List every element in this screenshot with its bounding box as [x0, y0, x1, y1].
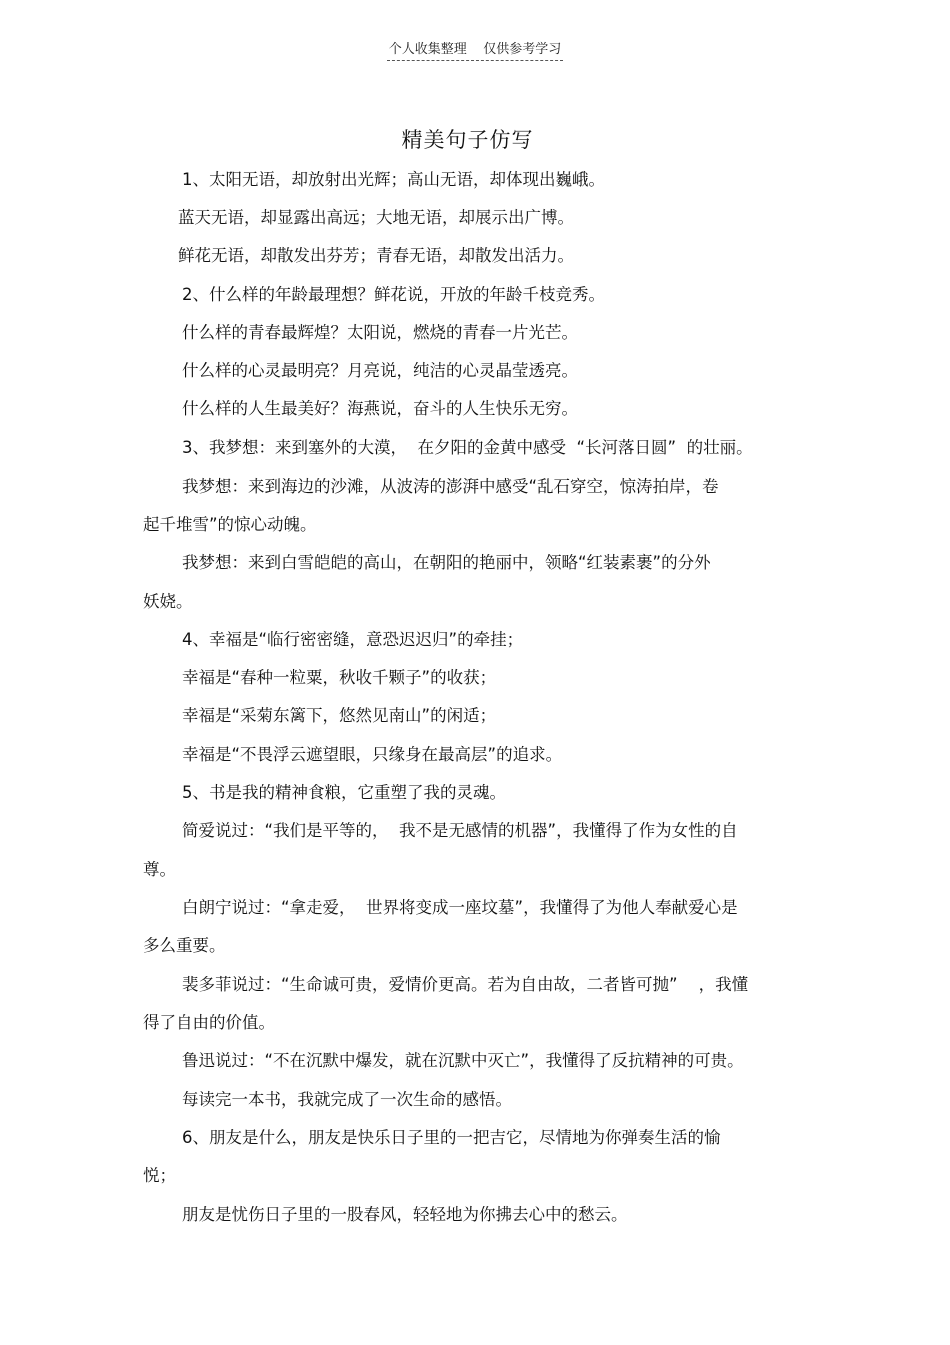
- page-header: [0, 38, 950, 61]
- text-line: 什么样的心灵最明亮？月亮说，纯洁的心灵晶莹透亮。: [182, 361, 578, 380]
- text-line: 什么样的青春最辉煌？太阳说，燃烧的青春一片光芒。: [182, 323, 578, 342]
- text-line: 1、太阳无语，却放射出光辉；高山无语，却体现出巍峨。: [182, 170, 605, 189]
- text-line: 多么重要。: [143, 936, 226, 955]
- header-text: 个人收集整理 仅供参考学习: [387, 38, 564, 61]
- text-line: 6、朋友是什么，朋友是快乐日子里的一把吉它，尽情地为你弹奏生活的愉: [182, 1128, 721, 1147]
- text-line: 4、幸福是“临行密密缝，意恐迟迟归”的牵挂；: [182, 630, 524, 649]
- text-line: 3、我梦想：来到塞外的大漠， 在夕阳的金黄中感受 “长河落日圆” 的壮丽。: [182, 438, 753, 457]
- text-line: 幸福是“不畏浮云遮望眼，只缘身在最高层”的追求。: [182, 745, 563, 764]
- text-line: 鲜花无语，却散发出芬芳；青春无语，却散发出活力。: [178, 246, 574, 265]
- text-line: 什么样的人生最美好？海燕说，奋斗的人生快乐无穷。: [182, 399, 578, 418]
- text-line: 每读完一本书，我就完成了一次生命的感悟。: [182, 1090, 512, 1109]
- text-line: 我梦想：来到白雪皑皑的高山，在朝阳的艳丽中，领略“红装素裹”的分外: [182, 553, 711, 572]
- text-line: 蓝天无语，却显露出高远；大地无语，却展示出广博。: [178, 208, 574, 227]
- text-line: 2、什么样的年龄最理想？鲜花说，开放的年龄千枝竞秀。: [182, 285, 605, 304]
- text-line: 妖娆。: [143, 592, 193, 611]
- text-line: 得了自由的价值。: [143, 1013, 275, 1032]
- text-line: 我梦想：来到海边的沙滩，从波涛的澎湃中感受“乱石穿空，惊涛拍岸，卷: [182, 477, 719, 496]
- text-line: 起千堆雪”的惊心动魄。: [143, 515, 317, 534]
- text-line: 悦；: [143, 1166, 176, 1185]
- text-line: 裴多菲说过：“生命诚可贵，爱情价更高。若为自由故，二者皆可抛” ，我懂: [182, 975, 749, 994]
- text-line: 5、书是我的精神食粮，它重塑了我的灵魂。: [182, 783, 506, 802]
- text-line: 鲁迅说过：“不在沉默中爆发，就在沉默中灭亡”，我懂得了反抗精神的可贵。: [182, 1051, 744, 1070]
- document-title: 精美句子仿写: [401, 128, 534, 152]
- text-line: 幸福是“采菊东篱下，悠然见南山”的闲适；: [182, 706, 497, 725]
- text-line: 幸福是“春种一粒粟，秋收千颗子”的收获；: [182, 668, 497, 687]
- text-line: 白朗宁说过：“拿走爱， 世界将变成一座坟墓”，我懂得了为他人奉献爱心是: [182, 898, 738, 917]
- text-line: 尊。: [143, 860, 176, 879]
- text-line: 简爱说过：“我们是平等的， 我不是无感情的机器”，我懂得了作为女性的自: [182, 821, 738, 840]
- text-line: 朋友是忧伤日子里的一股春风，轻轻地为你拂去心中的愁云。: [182, 1205, 628, 1224]
